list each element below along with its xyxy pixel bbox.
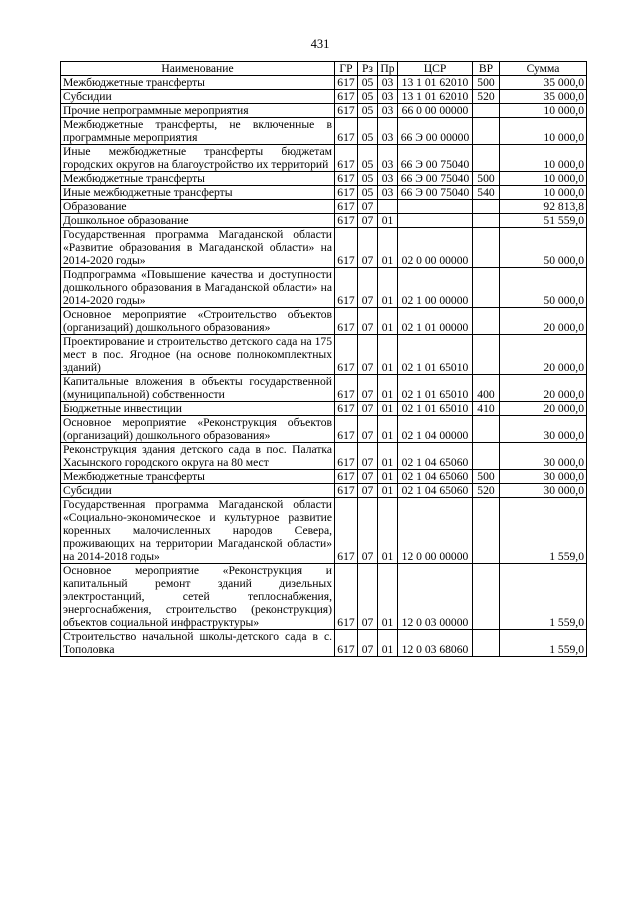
cell-vr [473,308,500,335]
cell-sum: 1 559,0 [500,630,587,657]
cell-pr: 01 [378,268,398,308]
table-row [61,145,587,172]
header-gr: ГР [335,62,358,76]
cell-pr: 01 [378,630,398,657]
table-row [61,200,587,214]
cell-name: Государственная программа Магаданской области «Социально-экономическое и культурное развитие коренных малочисленных народов Севера, проживающих на территории Магаданской области» на 2014-2018 годы» [61,498,335,564]
cell-csr: 02 1 04 00000 [398,416,473,443]
cell-gr: 617 [335,498,358,564]
cell-sum: 20 000,0 [500,375,587,402]
cell-gr: 617 [335,308,358,335]
cell-pr: 01 [378,416,398,443]
cell-name: Субсидии [61,484,335,498]
cell-sum: 20 000,0 [500,308,587,335]
cell-vr [473,228,500,268]
cell-name: Межбюджетные трансферты [61,470,335,484]
cell-rz: 07 [358,200,378,214]
cell-vr [473,443,500,470]
cell-gr: 617 [335,172,358,186]
cell-sum: 35 000,0 [500,90,587,104]
cell-vr [473,214,500,228]
cell-gr: 617 [335,104,358,118]
cell-pr: 01 [378,470,398,484]
cell-pr: 01 [378,564,398,630]
cell-pr: 03 [378,145,398,172]
cell-name: Государственная программа Магаданской области «Развитие образования в Магаданской области» на 2014-2020 годы» [61,228,335,268]
table-row [61,214,587,228]
cell-sum: 1 559,0 [500,498,587,564]
cell-rz: 07 [358,484,378,498]
cell-rz: 07 [358,402,378,416]
cell-gr: 617 [335,335,358,375]
cell-pr: 01 [378,443,398,470]
cell-vr [473,118,500,145]
cell-sum: 50 000,0 [500,268,587,308]
cell-sum: 20 000,0 [500,402,587,416]
cell-rz: 07 [358,416,378,443]
cell-rz: 07 [358,308,378,335]
table-row [61,172,587,186]
table-header-row [61,62,587,76]
cell-gr: 617 [335,90,358,104]
cell-name: Подпрограмма «Повышение качества и доступности дошкольного образования в Магаданской области» на 2014-2020 годы» [61,268,335,308]
cell-rz: 05 [358,118,378,145]
cell-gr: 617 [335,200,358,214]
cell-pr: 01 [378,484,398,498]
header-vr: ВР [473,62,500,76]
cell-gr: 617 [335,402,358,416]
cell-csr: 12 0 00 00000 [398,498,473,564]
cell-pr [378,200,398,214]
cell-name: Межбюджетные трансферты, не включенные в программные мероприятия [61,118,335,145]
cell-csr: 66 Э 00 75040 [398,186,473,200]
cell-pr: 03 [378,118,398,145]
cell-sum: 10 000,0 [500,186,587,200]
cell-sum: 51 559,0 [500,214,587,228]
cell-csr: 02 1 01 65010 [398,402,473,416]
cell-sum: 35 000,0 [500,76,587,90]
cell-rz: 07 [358,268,378,308]
table-row [61,118,587,145]
cell-gr: 617 [335,564,358,630]
cell-sum: 30 000,0 [500,443,587,470]
cell-pr: 03 [378,76,398,90]
cell-gr: 617 [335,630,358,657]
cell-gr: 617 [335,268,358,308]
cell-sum: 10 000,0 [500,145,587,172]
table-row [61,416,587,443]
cell-vr [473,145,500,172]
cell-vr: 500 [473,172,500,186]
cell-rz: 07 [358,630,378,657]
table-row [61,308,587,335]
cell-pr: 01 [378,498,398,564]
cell-vr [473,630,500,657]
table-row [61,104,587,118]
table-row [61,375,587,402]
cell-name: Субсидии [61,90,335,104]
cell-vr: 400 [473,375,500,402]
cell-sum: 20 000,0 [500,335,587,375]
cell-pr: 01 [378,402,398,416]
cell-vr [473,498,500,564]
cell-gr: 617 [335,186,358,200]
table-row [61,630,587,657]
cell-vr: 500 [473,76,500,90]
cell-vr [473,104,500,118]
cell-name: Проектирование и строительство детского сада на 175 мест в пос. Ягодное (на основе полнокомплектных зданий) [61,335,335,375]
cell-csr: 02 1 01 65010 [398,375,473,402]
cell-gr: 617 [335,416,358,443]
cell-csr: 02 1 01 65010 [398,335,473,375]
cell-sum: 50 000,0 [500,228,587,268]
header-rz: Рз [358,62,378,76]
cell-rz: 05 [358,90,378,104]
cell-gr: 617 [335,76,358,90]
cell-rz: 07 [358,470,378,484]
cell-csr: 02 1 04 65060 [398,470,473,484]
budget-table [60,61,587,657]
cell-gr: 617 [335,375,358,402]
cell-gr: 617 [335,443,358,470]
cell-vr: 520 [473,484,500,498]
cell-name: Межбюджетные трансферты [61,76,335,90]
cell-csr: 66 0 00 00000 [398,104,473,118]
cell-name: Капитальные вложения в объекты государственной (муниципальной) собственности [61,375,335,402]
cell-pr: 03 [378,104,398,118]
cell-pr: 01 [378,335,398,375]
table-row [61,268,587,308]
cell-vr: 520 [473,90,500,104]
cell-name: Иные межбюджетные трансферты [61,186,335,200]
cell-csr: 66 Э 00 00000 [398,118,473,145]
cell-csr: 02 1 01 00000 [398,308,473,335]
cell-pr: 03 [378,90,398,104]
cell-name: Дошкольное образование [61,214,335,228]
header-csr: ЦСР [398,62,473,76]
cell-rz: 07 [358,564,378,630]
cell-vr [473,268,500,308]
table-row [61,498,587,564]
cell-pr: 01 [378,375,398,402]
cell-gr: 617 [335,228,358,268]
cell-vr: 410 [473,402,500,416]
table-row [61,443,587,470]
table-row [61,76,587,90]
cell-csr: 02 1 00 00000 [398,268,473,308]
cell-csr: 13 1 01 62010 [398,90,473,104]
cell-vr [473,200,500,214]
cell-gr: 617 [335,214,358,228]
cell-sum: 30 000,0 [500,470,587,484]
cell-name: Основное мероприятие «Реконструкция объектов (организаций) дошкольного образования» [61,416,335,443]
cell-pr: 03 [378,172,398,186]
table-row [61,402,587,416]
cell-csr [398,200,473,214]
cell-vr: 500 [473,470,500,484]
cell-pr: 01 [378,214,398,228]
cell-name: Основное мероприятие «Строительство объектов (организаций) дошкольного образования» [61,308,335,335]
cell-rz: 05 [358,76,378,90]
cell-csr: 12 0 03 00000 [398,564,473,630]
cell-csr: 02 0 00 00000 [398,228,473,268]
cell-csr: 66 Э 00 75040 [398,145,473,172]
cell-sum: 1 559,0 [500,564,587,630]
table-row [61,470,587,484]
cell-sum: 10 000,0 [500,104,587,118]
cell-csr: 12 0 03 68060 [398,630,473,657]
cell-csr [398,214,473,228]
cell-name: Бюджетные инвестиции [61,402,335,416]
table-row [61,186,587,200]
cell-vr [473,416,500,443]
cell-name: Образование [61,200,335,214]
cell-gr: 617 [335,484,358,498]
cell-gr: 617 [335,145,358,172]
cell-name: Основное мероприятие «Реконструкция и капитальный ремонт зданий дизельных электростанций, сетей теплоснабжения, энергоснабжения, строительство (реконструкция) объектов социальной инфраструктуры» [61,564,335,630]
cell-name: Реконструкция здания детского сада в пос. Палатка Хасынского городского округа на 80 мест [61,443,335,470]
cell-csr: 02 1 04 65060 [398,484,473,498]
header-sum: Сумма [500,62,587,76]
table-row [61,335,587,375]
table-row [61,228,587,268]
cell-name: Межбюджетные трансферты [61,172,335,186]
header-name: Наименование [61,62,335,76]
cell-rz: 07 [358,443,378,470]
cell-gr: 617 [335,118,358,145]
cell-name: Строительство начальной школы-детского сада в с. Тополовка [61,630,335,657]
cell-rz: 07 [358,375,378,402]
table-row [61,484,587,498]
cell-sum: 10 000,0 [500,118,587,145]
cell-rz: 05 [358,172,378,186]
cell-name: Иные межбюджетные трансферты бюджетам городских округов на благоустройство их территорий [61,145,335,172]
cell-csr: 02 1 04 65060 [398,443,473,470]
table-row [61,564,587,630]
page-number: 431 [310,37,330,51]
cell-sum: 92 813,8 [500,200,587,214]
table-row [61,90,587,104]
cell-pr: 01 [378,308,398,335]
cell-csr: 13 1 01 62010 [398,76,473,90]
cell-vr [473,564,500,630]
cell-vr [473,335,500,375]
cell-rz: 07 [358,214,378,228]
cell-rz: 07 [358,498,378,564]
cell-sum: 30 000,0 [500,416,587,443]
cell-pr: 03 [378,186,398,200]
cell-pr: 01 [378,228,398,268]
cell-gr: 617 [335,470,358,484]
cell-vr: 540 [473,186,500,200]
cell-rz: 07 [358,228,378,268]
cell-rz: 05 [358,145,378,172]
cell-sum: 10 000,0 [500,172,587,186]
cell-rz: 05 [358,186,378,200]
cell-name: Прочие непрограммные мероприятия [61,104,335,118]
cell-rz: 05 [358,104,378,118]
cell-sum: 30 000,0 [500,484,587,498]
cell-csr: 66 Э 00 75040 [398,172,473,186]
header-pr: Пр [378,62,398,76]
cell-rz: 07 [358,335,378,375]
